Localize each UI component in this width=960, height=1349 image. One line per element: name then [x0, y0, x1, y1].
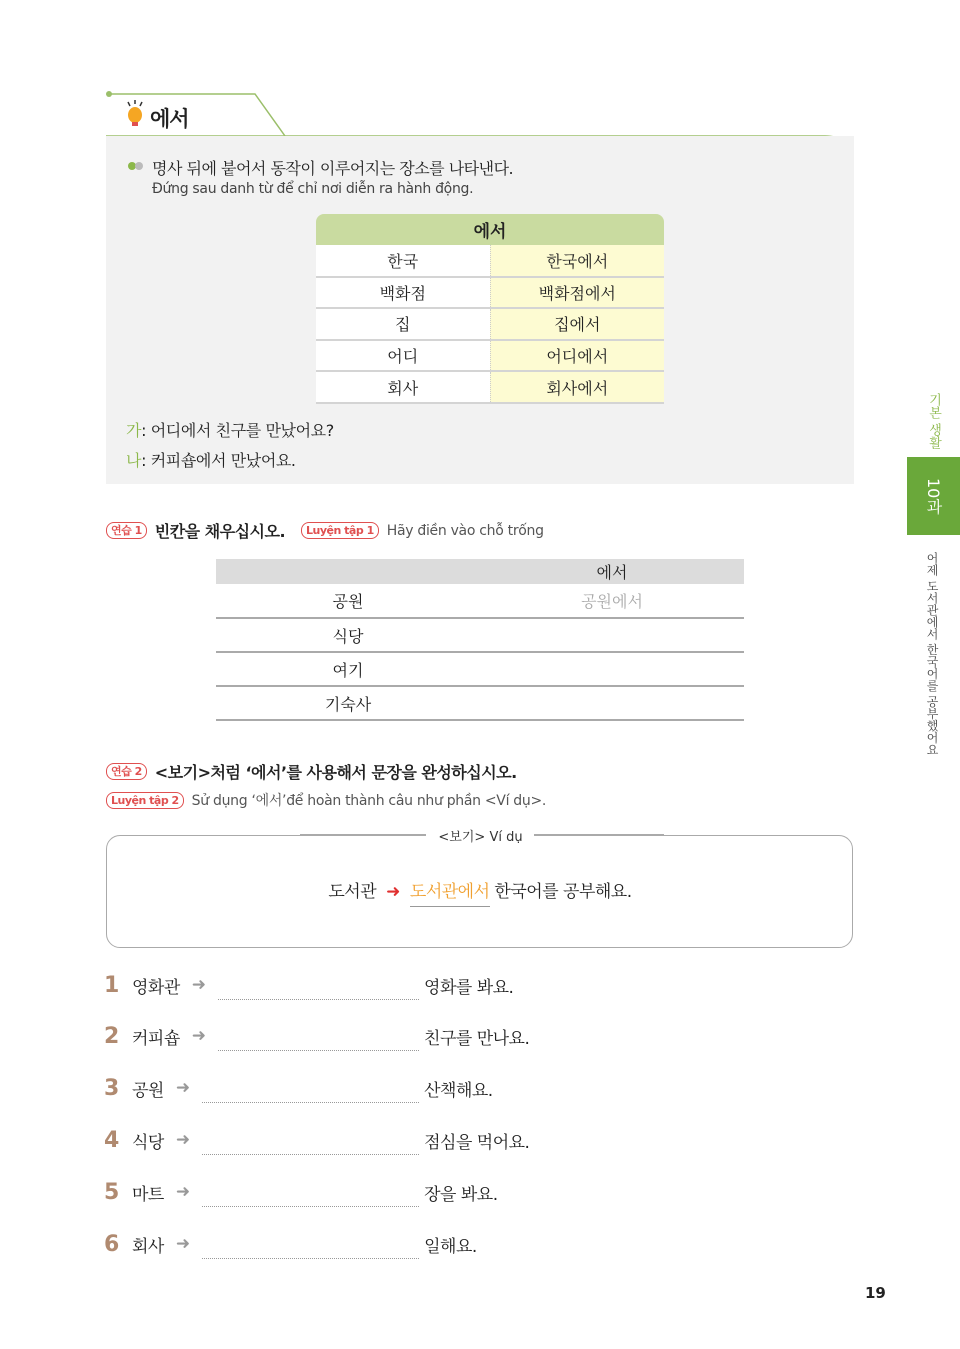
form-cell: 집에서	[490, 308, 664, 340]
arrow-right-icon: ➜	[175, 1234, 191, 1254]
speaker: 가	[126, 421, 142, 440]
exercise-item	[104, 1073, 493, 1103]
item-number: 3	[104, 1075, 120, 1101]
noun-cell: 어디	[316, 340, 490, 372]
table-row	[316, 308, 664, 340]
exercise2-heading-vi	[106, 790, 546, 810]
answer-blank[interactable]	[202, 1081, 419, 1103]
item-tail: 장을 봐요.	[424, 1184, 498, 1205]
table-row	[316, 277, 664, 309]
form-cell: 어디에서	[490, 340, 664, 372]
answer-blank[interactable]	[202, 1133, 419, 1155]
arrow-right-icon: ➜	[175, 1078, 191, 1098]
form-cell: 백화점에서	[490, 277, 664, 309]
arrow-right-icon: ➜	[175, 1130, 191, 1150]
exercise2-badge-vi: Luyện tập 2	[106, 792, 184, 809]
item-tail: 친구를 만나요.	[424, 1028, 530, 1049]
item-number: 1	[104, 972, 120, 998]
lightbulb-icon	[124, 100, 146, 130]
item-number: 6	[104, 1231, 120, 1257]
exercise1-title: 빈칸을 채우십시오.	[154, 522, 286, 541]
table-row	[216, 618, 744, 652]
exercise1-table	[216, 559, 744, 721]
item-tail: 점심을 먹어요.	[424, 1132, 530, 1153]
item-word: 식당	[132, 1132, 164, 1153]
exercise2-title-vi: Sử dụng ‘에서’để hoàn thành câu như phần <Ví dụ>.	[191, 793, 547, 809]
item-number: 5	[104, 1179, 120, 1205]
answer-blank[interactable]	[218, 978, 419, 1000]
noun-cell: 공원	[216, 584, 480, 618]
exercise1-badge: 연습 1	[106, 522, 147, 539]
grammar-table-header: 에서	[316, 214, 664, 245]
side-lesson-number: 10과	[924, 477, 943, 515]
item-word: 영화관	[132, 977, 180, 998]
noun-cell: 식당	[216, 618, 480, 652]
dialog-text: : 커피숍에서 만났어요.	[141, 451, 296, 470]
grammar-description-vi: Đứng sau danh từ để chỉ nơi diễn ra hành động.	[152, 181, 474, 197]
table-row	[316, 340, 664, 372]
item-number: 4	[104, 1127, 120, 1153]
exercise-item	[104, 1125, 529, 1155]
item-word: 공원	[132, 1080, 164, 1101]
page-number: 19	[865, 1284, 886, 1302]
arrow-right-icon: ➜	[191, 975, 207, 995]
item-word: 커피숍	[132, 1028, 180, 1049]
table-row	[316, 371, 664, 403]
answer-blank[interactable]	[202, 1237, 419, 1259]
side-lesson-title: 어제 도서관에서 한국어를 공부했어요	[925, 552, 939, 756]
form-cell: 한국에서	[490, 245, 664, 277]
noun-cell: 회사	[316, 371, 490, 403]
grammar-description: 명사 뒤에 붙어서 동작이 이루어지는 장소를 나타낸다.	[152, 159, 514, 178]
form-cell: 회사에서	[490, 371, 664, 403]
side-lesson-tab[interactable]	[907, 457, 960, 535]
item-word: 회사	[132, 1236, 164, 1257]
bullet-icon	[127, 161, 145, 171]
arrow-right-icon: ➜	[386, 882, 400, 902]
answer-blank[interactable]	[218, 1029, 419, 1051]
speaker: 나	[126, 451, 142, 470]
item-word: 마트	[132, 1184, 164, 1205]
exercise-item	[104, 970, 513, 1000]
example-label: <보기> Ví dụ	[428, 826, 533, 845]
exercise-item	[104, 1229, 477, 1259]
noun-cell: 집	[316, 308, 490, 340]
example-answer: 도서관에서	[410, 882, 490, 907]
exercise2-title: <보기>처럼 ‘에서’를 사용해서 문장을 완성하십시오.	[154, 763, 517, 782]
arrow-right-icon: ➜	[175, 1182, 191, 1202]
item-tail: 산책해요.	[424, 1080, 493, 1101]
answer-cell[interactable]	[480, 652, 744, 686]
noun-cell: 백화점	[316, 277, 490, 309]
example-word: 도서관	[328, 882, 377, 902]
exercise-item	[104, 1021, 529, 1051]
table-row	[216, 584, 744, 618]
item-number: 2	[104, 1023, 120, 1049]
exercise1-title-vi: Hãy điền vào chỗ trống	[386, 522, 544, 539]
noun-cell: 기숙사	[216, 686, 480, 720]
dialog-line	[126, 448, 296, 471]
noun-cell: 한국	[316, 245, 490, 277]
example-rest: 한국어를 공부해요.	[489, 882, 632, 902]
grammar-title: 에서	[150, 107, 189, 131]
exercise2-badge: 연습 2	[106, 763, 147, 780]
answer-cell[interactable]	[480, 686, 744, 720]
dialog-line	[126, 418, 334, 441]
noun-cell: 여기	[216, 652, 480, 686]
exercise-item	[104, 1177, 498, 1207]
exercise1-header: 에서	[480, 559, 744, 584]
item-tail: 영화를 봐요.	[424, 977, 514, 998]
answer-cell[interactable]: 공원에서	[480, 584, 744, 618]
exercise2-heading	[106, 760, 517, 783]
exercise1-badge-vi: Luyện tập 1	[301, 522, 379, 539]
table-row	[216, 652, 744, 686]
table-row	[216, 686, 744, 720]
item-tail: 일해요.	[424, 1236, 477, 1257]
table-row	[316, 245, 664, 277]
arrow-right-icon: ➜	[191, 1026, 207, 1046]
exercise1-heading	[106, 519, 544, 542]
answer-cell[interactable]	[480, 618, 744, 652]
example-sentence	[0, 877, 960, 902]
grammar-table	[316, 214, 664, 404]
side-section-label: 기본 생활	[926, 393, 941, 450]
answer-blank[interactable]	[202, 1185, 419, 1207]
dialog-text: : 어디에서 친구를 만났어요?	[141, 421, 334, 440]
